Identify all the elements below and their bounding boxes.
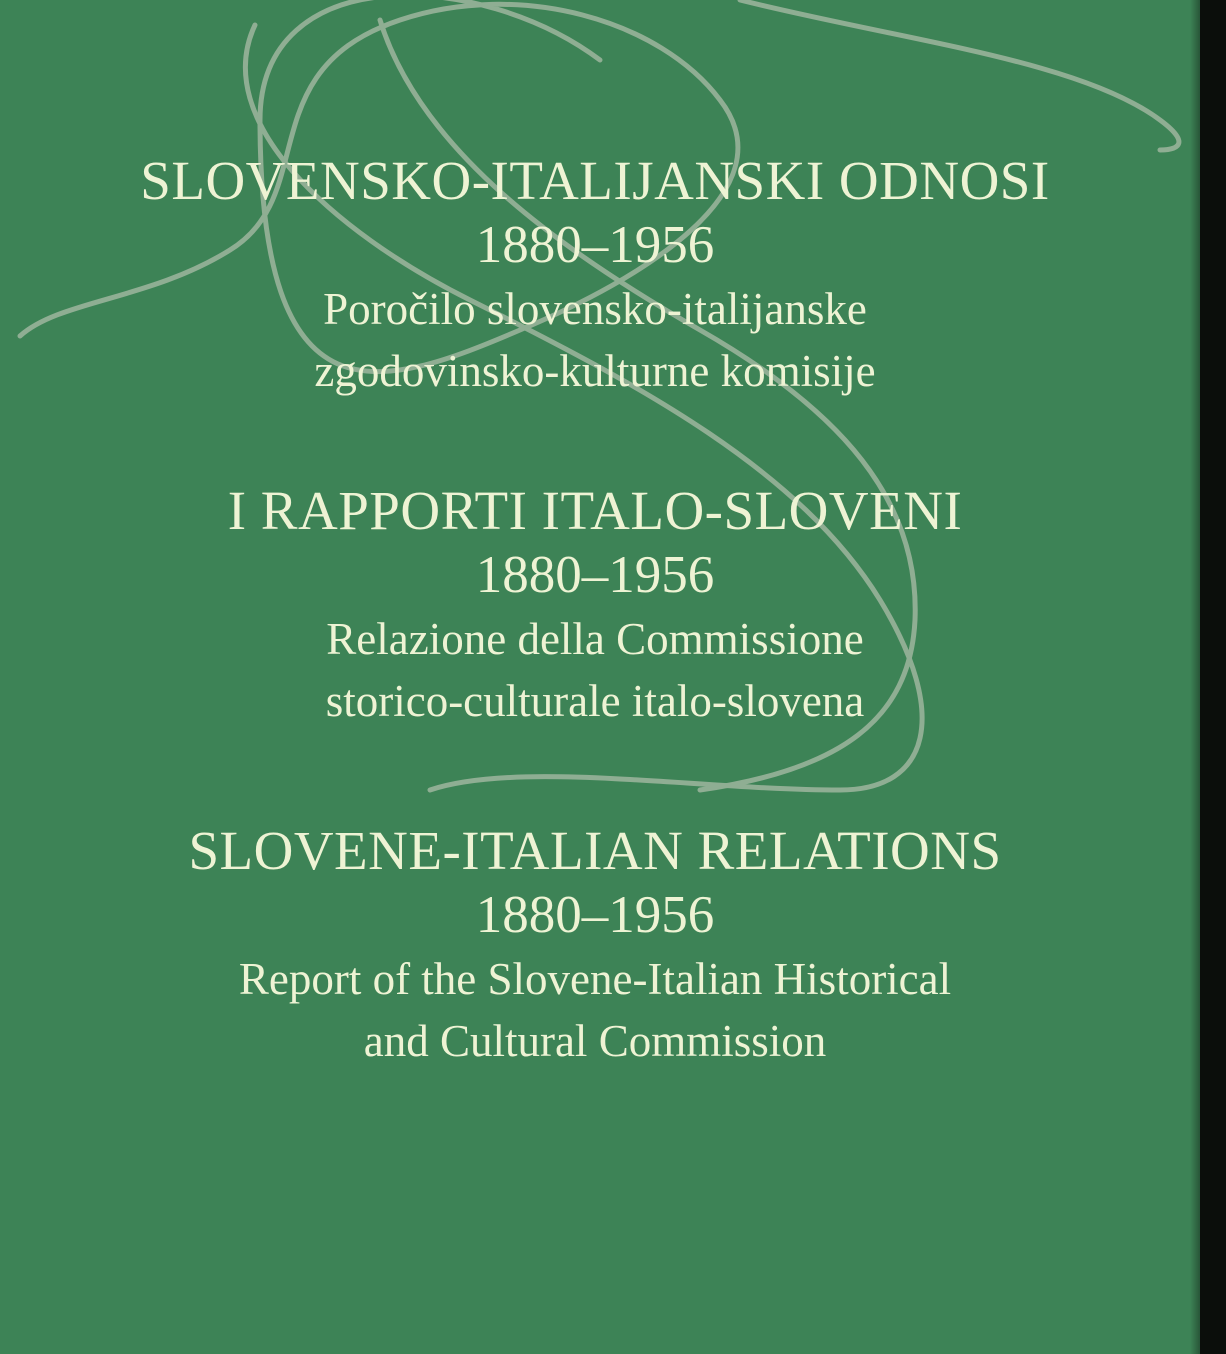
title-slovenian: SLOVENSKO-ITALIJANSKI ODNOSI [140, 150, 1050, 211]
subtitle-english-line2: and Cultural Commission [363, 1016, 827, 1066]
title-italian: I RAPPORTI ITALO-SLOVENI [227, 480, 963, 542]
section-italian [55, 402, 1135, 732]
spine-shadow [1190, 0, 1200, 1354]
spine-edge [1200, 0, 1226, 1354]
subtitle-slovenian-line1: Poročilo slovensko-italijanske [323, 283, 867, 334]
subtitle-slovenian-line2: zgodovinsko-kulturne komisije [314, 345, 876, 396]
section-english [55, 732, 1135, 1072]
subtitle-italian-line1: Relazione della Commissione [326, 613, 864, 664]
title-english: SLOVENE-ITALIAN RELATIONS [188, 820, 1002, 882]
years-slovenian: 1880–1956 [475, 215, 715, 274]
section-slovenian [55, 0, 1135, 402]
subtitle-english-line1: Report of the Slovene-Italian Historical [238, 953, 952, 1004]
years-english: 1880–1956 [475, 885, 715, 944]
subtitle-italian-line2: storico-culturale italo-slovena [325, 675, 865, 726]
years-italian: 1880–1956 [475, 545, 715, 604]
